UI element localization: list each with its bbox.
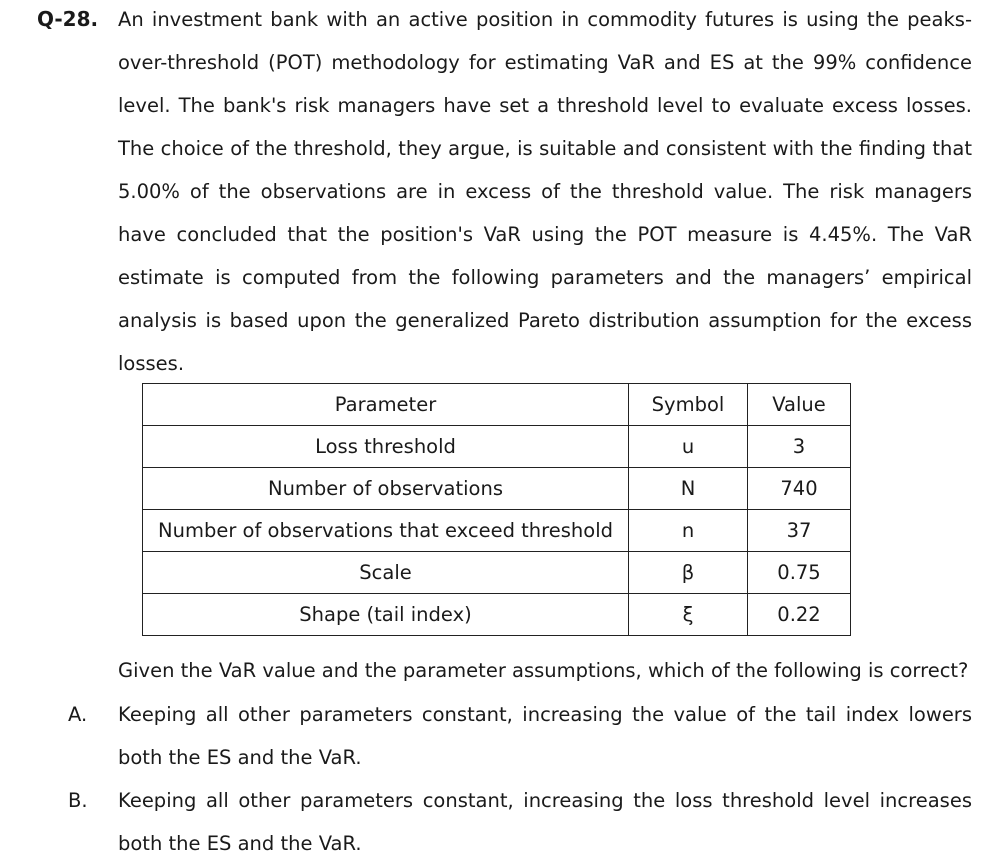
cell-parameter: Scale (143, 552, 629, 594)
cell-symbol: n (629, 510, 748, 552)
table-row (143, 510, 851, 552)
option-a-letter: A. (68, 703, 88, 726)
cell-symbol: ξ (629, 594, 748, 636)
cell-value: 3 (748, 426, 851, 468)
header-parameter: Parameter (143, 384, 629, 426)
table-header-row (143, 384, 851, 426)
table-row (143, 552, 851, 594)
header-value: Value (748, 384, 851, 426)
cell-symbol: u (629, 426, 748, 468)
option-b-letter: B. (68, 789, 88, 812)
cell-parameter: Loss threshold (143, 426, 629, 468)
question-number: Q-28. (37, 7, 99, 31)
cell-value: 0.75 (748, 552, 851, 594)
table-row (143, 594, 851, 636)
cell-parameter: Number of observations (143, 468, 629, 510)
option-a-text: Keeping all other parameters constant, increasing the value of the tail index lowers both the ES and the VaR. (118, 703, 972, 769)
table-row (143, 468, 851, 510)
table-row (143, 426, 851, 468)
header-symbol: Symbol (629, 384, 748, 426)
parameter-table (142, 383, 851, 636)
cell-parameter: Shape (tail index) (143, 594, 629, 636)
question-text: An investment bank with an active position in commodity futures is using the peaks-over-threshold (POT) methodology for estimating VaR and ES at the 99% confidence level. The bank's risk managers have set a threshold level to evaluate excess losses. The choice of the threshold, they argue, is suitable and consistent with the finding that 5.00% of the observations are in excess of the threshold value. The risk managers have concluded that the position's VaR using the POT measure is 4.45%. The VaR estimate is computed from the following parameters and the managers’ empirical analysis is based upon the generalized Pareto distribution assumption for the excess losses. (118, 8, 972, 375)
cell-symbol: β (629, 552, 748, 594)
cell-symbol: N (629, 468, 748, 510)
cell-value: 740 (748, 468, 851, 510)
cell-parameter: Number of observations that exceed threshold (143, 510, 629, 552)
cell-value: 37 (748, 510, 851, 552)
question-prompt: Given the VaR value and the parameter assumptions, which of the following is correct? (118, 659, 969, 682)
option-b-text: Keeping all other parameters constant, increasing the loss threshold level increases both the ES and the VaR. (118, 789, 972, 855)
cell-value: 0.22 (748, 594, 851, 636)
